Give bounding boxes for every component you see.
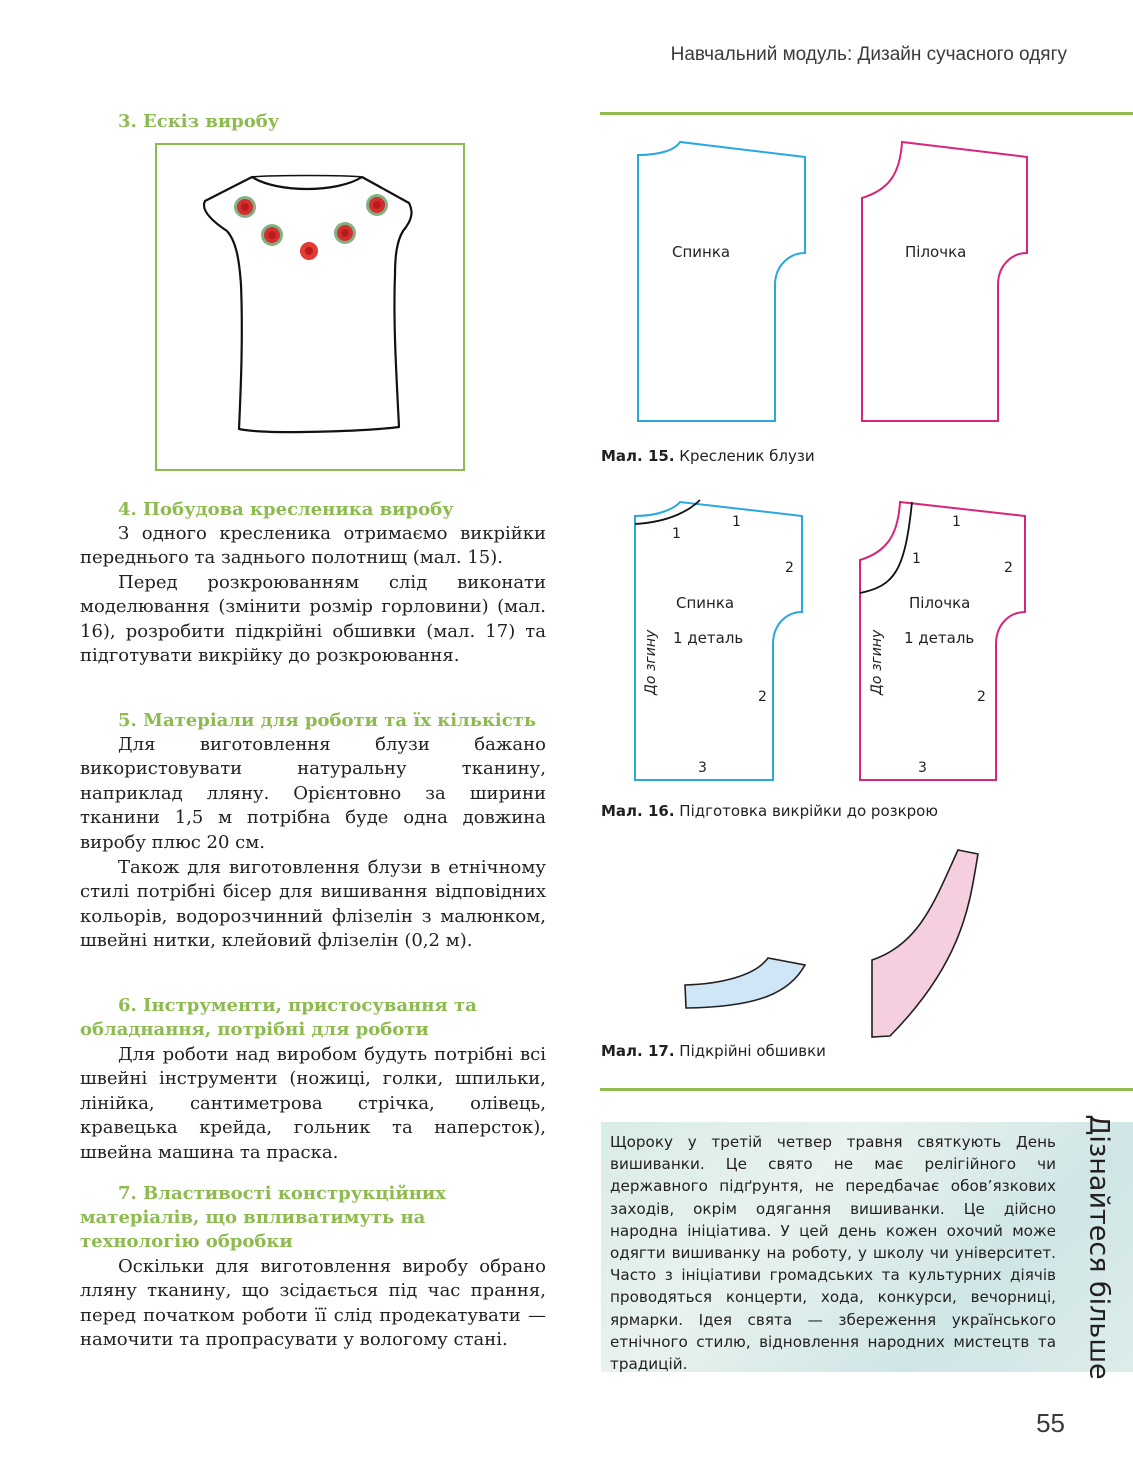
figure-15-caption-number: Мал. 15.: [601, 447, 675, 465]
neckline-facing: [685, 958, 805, 1008]
fig16-front-detail: 1 деталь: [904, 629, 975, 647]
figure-15-caption-text: Кресленик блузи: [674, 447, 815, 465]
fig16-back-num-1b: 1: [732, 514, 741, 530]
fig15-back-outline: [638, 142, 805, 421]
figure-16-caption-text: Підготовка викрійки до розкрою: [674, 802, 938, 820]
blouse-sketch-drawing: [157, 145, 463, 469]
blouse-sketch: [155, 143, 465, 471]
section-7-heading: 7. Властивості конструкційних матеріалів, що впливатимуть на технологію обробки: [80, 1183, 446, 1252]
fig16-front-fold: До згину: [869, 629, 885, 695]
embroidery-roses: [234, 194, 388, 260]
section-4-heading: 4. Побудова кресленика виробу: [118, 499, 454, 520]
fig16-front-num-1b: 1: [952, 514, 961, 530]
did-you-know-label-text: Дізнайтеся більше: [1083, 1114, 1115, 1380]
fig15-back-label: Спинка: [672, 243, 731, 261]
page-number: 55: [1036, 1408, 1065, 1438]
fig16-back-num-2a: 2: [785, 560, 794, 576]
fig16-back-detail: 1 деталь: [673, 629, 744, 647]
did-you-know-text: Щороку у третій четвер травня святкують День вишиванки. Це свято не має релігійного чи державного підґрунтя, не передбачає обов’язкових заходів, окрім одягання вишиванки. Це дійсно народна ініціатива. У цей день кожен охочий може одягти вишиванку на роботу, у школу чи університет. Часто з ініціативи громадських та культурних діячів проводяться концерти, хода, конкурси, вечорниці, ярмарки. Ідея свята — збереження українського етнічного стилю, відновлення народних мистецтв та традицій.: [610, 1133, 1056, 1374]
fig16-back-label: Спинка: [676, 594, 735, 612]
running-header: Навчальний модуль: Дизайн сучасного одягу: [670, 44, 1067, 65]
figure-17-caption-number: Мал. 17.: [601, 1042, 675, 1060]
fig16-back-fold: До згину: [643, 629, 659, 695]
fig16-back-num-1a: 1: [672, 526, 681, 542]
section-7-paragraph-1: Оскільки для виготовлення виробу обрано лляну тканину, що зсідається під час прання, перед початком роботи її слід продекатувати — намочити та пропрасувати у вологому стані.: [80, 1256, 546, 1351]
figure-15-caption: [601, 447, 815, 465]
section-5-paragraph-1: Для виготовлення блузи бажано використовувати натуральну тканину, наприклад лляну. Орієнтовно за ширини тканини 1,5 м потрібна буде одна довжина виробу плюс 20 см.: [80, 734, 546, 853]
figure-15-pattern: [600, 130, 1133, 430]
fig16-back-num-2b: 2: [758, 689, 767, 705]
armhole-facing: [872, 850, 978, 1037]
fig16-back-num-3: 3: [698, 760, 707, 776]
did-you-know-box: [601, 1114, 1133, 1380]
fig16-front-num-1a: 1: [912, 551, 921, 567]
section-6-heading: 6. Інструменти, пристосування та обладнання, потрібні для роботи: [80, 995, 477, 1040]
fig16-front-num-3: 3: [918, 760, 927, 776]
section-5-heading: 5. Матеріали для роботи та їх кількість: [118, 710, 537, 731]
middle-rule: [600, 1088, 1133, 1091]
fig15-front-outline: [862, 142, 1027, 421]
figure-17-caption-text: Підкрійні обшивки: [674, 1042, 826, 1060]
figure-16-caption-number: Мал. 16.: [601, 802, 675, 820]
figure-16-caption: [601, 802, 938, 820]
figure-17-caption: [601, 1042, 826, 1060]
section-3-heading: 3. Ескіз виробу: [118, 111, 280, 132]
fig16-front-num-2b: 2: [977, 689, 986, 705]
figure-16-pattern: [600, 490, 1133, 790]
section-4-paragraph-2: Перед розкроюванням слід виконати моделювання (змінити розмір горловини) (мал. 16), розробити підкрійні обшивки (мал. 17) та підготувати викрійку до розкроювання.: [80, 572, 546, 667]
did-you-know-side-label: [1067, 1114, 1131, 1380]
top-rule: [600, 112, 1133, 115]
fig16-front-label: Пілочка: [909, 594, 971, 612]
fig16-front-num-2a: 2: [1004, 560, 1013, 576]
section-6-paragraph-1: Для роботи над виробом будуть потрібні всі швейні інструменти (ножиці, голки, шпильки, лінійка, сантиметрова стрічка, олівець, кравецька крейда, гольник та наперсток), швейна машина та праска.: [80, 1044, 546, 1163]
figure-17-facings: [600, 840, 1133, 1040]
section-4-paragraph-1: З одного кресленика отримаємо викрійки переднього та заднього полотнищ (мал. 15).: [80, 523, 546, 569]
section-5-paragraph-2: Також для виготовлення блузи в етнічному стилі потрібні бісер для вишивання відповідних кольорів, водорозчинний флізелін з малюнком, швейні нитки, клейовий флізелін (0,2 м).: [80, 857, 546, 952]
fig16-front-new-neckline: [860, 502, 912, 593]
fig15-front-label: Пілочка: [905, 243, 967, 261]
